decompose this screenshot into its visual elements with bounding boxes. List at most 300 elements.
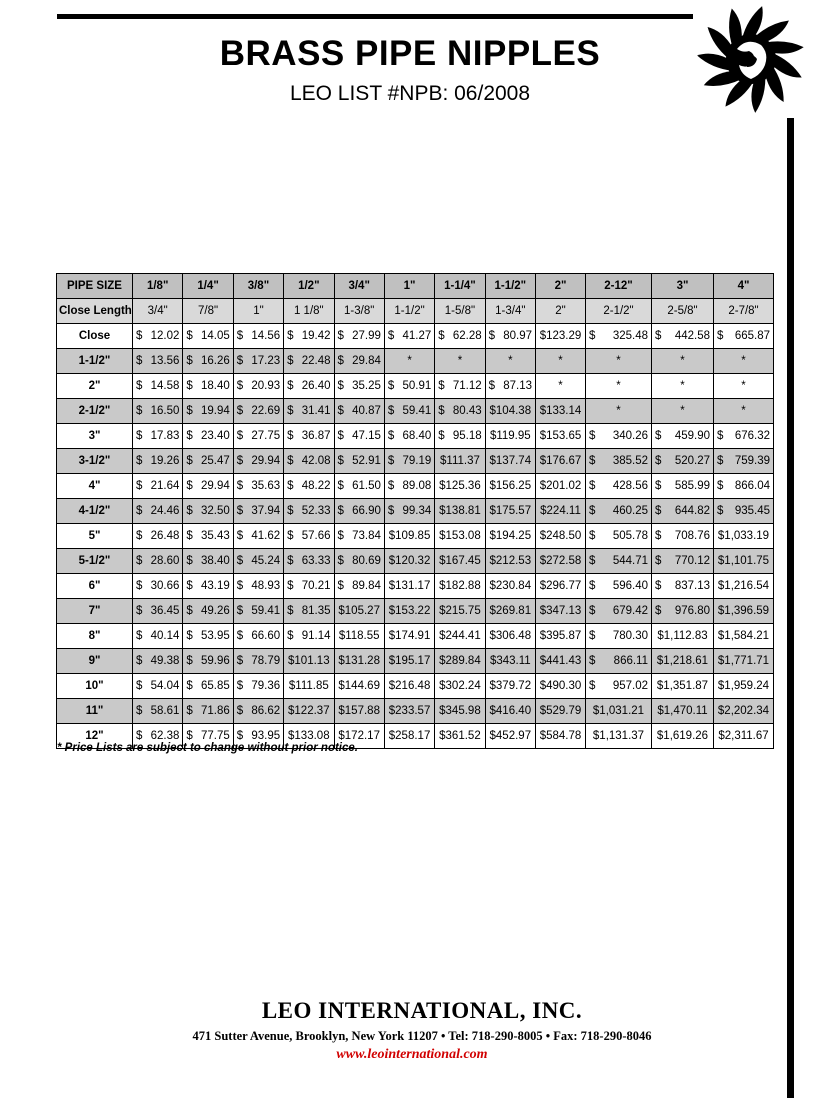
price-cell (233, 424, 283, 449)
price-value: $ 759.39 (717, 455, 770, 467)
price-value: $ 708.76 (655, 530, 710, 542)
price-cell (284, 399, 334, 424)
price-cell (652, 674, 714, 699)
price-value: $ 80.97 (488, 330, 532, 342)
price-value: $194.25 (489, 530, 532, 542)
price-cell (384, 374, 434, 399)
price-value: $1,470.11 (657, 705, 708, 717)
price-value: $137.74 (489, 455, 532, 467)
price-value: $ 95.18 (438, 430, 482, 442)
price-value: $ 61.50 (337, 480, 381, 492)
price-cell (334, 424, 384, 449)
price-value: $ 49.38 (136, 655, 180, 667)
table-row (57, 574, 774, 599)
price-value: $153.22 (388, 605, 431, 617)
price-cell (536, 424, 586, 449)
price-cell (435, 724, 485, 749)
price-cell (714, 374, 774, 399)
price-cell (485, 624, 535, 649)
price-value: * (680, 380, 685, 392)
price-value: $201.02 (539, 480, 582, 492)
pipe-size-label: 1-1/2" (57, 349, 133, 374)
leo-sun-lion-logo-icon (694, 2, 808, 116)
price-value: $ 66.90 (337, 505, 381, 517)
price-value: $441.43 (539, 655, 582, 667)
price-value: $ 59.96 (186, 655, 230, 667)
price-value: $101.13 (288, 655, 330, 667)
price-value: $ 385.52 (589, 455, 648, 467)
price-value: $167.45 (439, 555, 481, 567)
price-value: $ 428.56 (589, 480, 648, 492)
price-cell (183, 549, 233, 574)
price-cell (652, 624, 714, 649)
price-value: $ 17.23 (236, 355, 281, 367)
close-length-value: 7/8" (183, 299, 233, 324)
price-cell (183, 399, 233, 424)
price-cell (384, 424, 434, 449)
price-value: $ 29.94 (236, 455, 281, 467)
price-cell (485, 599, 535, 624)
price-cell (233, 499, 283, 524)
price-value: $ 54.04 (136, 680, 180, 692)
price-cell (435, 424, 485, 449)
price-value: $182.88 (439, 580, 481, 592)
price-value: $1,619.26 (656, 730, 709, 742)
price-value: $119.95 (489, 430, 531, 442)
price-cell (586, 574, 652, 599)
price-value: * (616, 405, 621, 417)
price-value: $ 87.13 (488, 380, 532, 392)
price-cell (384, 524, 434, 549)
price-cell (183, 349, 233, 374)
price-cell (284, 524, 334, 549)
price-value: $216.48 (388, 680, 431, 692)
price-cell (334, 649, 384, 674)
price-cell (334, 349, 384, 374)
pipe-size-label: 5-1/2" (57, 549, 133, 574)
price-cell (714, 599, 774, 624)
price-cell (233, 399, 283, 424)
pipe-size-label: 10" (57, 674, 133, 699)
price-cell (536, 699, 586, 724)
price-cell (435, 549, 485, 574)
price-cell (652, 424, 714, 449)
price-cell (183, 449, 233, 474)
price-cell (714, 574, 774, 599)
price-value: $529.79 (539, 705, 582, 717)
price-cell (183, 324, 233, 349)
price-cell (652, 349, 714, 374)
price-value: $ 53.95 (186, 630, 230, 642)
price-cell (334, 499, 384, 524)
top-rule (57, 14, 693, 19)
price-value: $ 36.87 (287, 430, 331, 442)
pipe-size-label: 4-1/2" (57, 499, 133, 524)
table-row (57, 399, 774, 424)
price-cell (384, 499, 434, 524)
price-value: $ 976.80 (655, 605, 710, 617)
price-value: $1,033.19 (717, 530, 770, 542)
price-value: $ 442.58 (655, 330, 710, 342)
price-cell (384, 624, 434, 649)
price-cell (384, 699, 434, 724)
price-cell (485, 399, 535, 424)
price-value: $ 585.99 (655, 480, 710, 492)
table-row (57, 349, 774, 374)
price-value: * (680, 405, 685, 417)
close-length-value: 1-3/4" (485, 299, 535, 324)
price-value: $138.81 (439, 505, 481, 517)
price-value: $156.25 (489, 480, 532, 492)
price-cell (586, 474, 652, 499)
price-cell (284, 599, 334, 624)
price-value: $ 52.91 (337, 455, 381, 467)
close-length-row (57, 299, 774, 324)
price-cell (586, 424, 652, 449)
price-cell (586, 399, 652, 424)
price-value: $ 644.82 (655, 505, 710, 517)
price-value: $ 57.66 (287, 530, 331, 542)
price-cell (435, 649, 485, 674)
price-cell (133, 549, 183, 574)
price-value: $ 27.75 (236, 430, 281, 442)
price-value: $104.38 (489, 405, 532, 417)
column-header: 3/4" (334, 274, 384, 299)
price-value: $1,584.21 (717, 630, 770, 642)
price-cell (284, 474, 334, 499)
pipe-size-label: 2" (57, 374, 133, 399)
price-cell (714, 449, 774, 474)
price-cell (714, 399, 774, 424)
price-cell (183, 574, 233, 599)
price-cell (536, 474, 586, 499)
price-value: $ 16.26 (186, 355, 230, 367)
price-cell (284, 449, 334, 474)
price-value: $ 25.47 (186, 455, 230, 467)
close-length-value: 1-3/8" (334, 299, 384, 324)
price-value: $ 18.40 (186, 380, 230, 392)
price-value: $272.58 (539, 555, 582, 567)
right-rule (787, 118, 794, 1098)
price-value: $ 47.15 (337, 430, 381, 442)
price-value: $1,131.37 (592, 730, 645, 742)
price-value: $ 22.48 (287, 355, 331, 367)
price-cell (384, 649, 434, 674)
price-cell (284, 574, 334, 599)
price-value: $ 89.84 (337, 580, 381, 592)
price-cell (183, 649, 233, 674)
price-value: $347.13 (539, 605, 582, 617)
price-value: $1,112.83 (657, 630, 708, 642)
price-value: $ 79.36 (236, 680, 281, 692)
price-value: $ 13.56 (136, 355, 180, 367)
price-value: $1,351.87 (656, 680, 709, 692)
column-header: 1/8" (133, 274, 183, 299)
price-cell (334, 399, 384, 424)
price-value: $452.97 (489, 730, 532, 742)
price-value: $ 14.56 (236, 330, 281, 342)
price-value: $ 73.84 (337, 530, 381, 542)
price-cell (334, 624, 384, 649)
price-notice: * Price Lists are subject to change without prior notice. (57, 742, 358, 754)
price-value: $ 935.45 (717, 505, 770, 517)
price-cell (233, 599, 283, 624)
price-value: $379.72 (489, 680, 532, 692)
column-header: 2" (536, 274, 586, 299)
price-value: $1,101.75 (717, 555, 770, 567)
price-value: $ 26.48 (136, 530, 180, 542)
price-value: $ 340.26 (589, 430, 648, 442)
price-value: $ 65.85 (186, 680, 230, 692)
price-cell (652, 574, 714, 599)
price-value: $ 22.69 (236, 405, 281, 417)
price-cell (183, 499, 233, 524)
price-value: $153.65 (539, 430, 582, 442)
price-cell (586, 324, 652, 349)
price-cell (652, 549, 714, 574)
price-cell (652, 324, 714, 349)
price-value: $1,216.54 (717, 580, 770, 592)
price-cell (233, 349, 283, 374)
price-value: $111.85 (288, 680, 329, 692)
price-cell (133, 474, 183, 499)
pipe-size-label: 7" (57, 599, 133, 624)
close-length-value: 2-1/2" (586, 299, 652, 324)
price-value: $ 665.87 (717, 330, 770, 342)
price-cell (284, 324, 334, 349)
price-value: $ 62.38 (136, 730, 180, 742)
price-value: $195.17 (388, 655, 431, 667)
price-value: $122.37 (288, 705, 330, 717)
price-value: $133.14 (539, 405, 582, 417)
price-cell (485, 374, 535, 399)
price-cell (284, 624, 334, 649)
price-cell (714, 674, 774, 699)
price-value: $ 62.28 (438, 330, 482, 342)
price-value: $ 17.83 (136, 430, 180, 442)
price-value: $343.11 (489, 655, 531, 667)
price-cell (133, 374, 183, 399)
column-header: 1-1/2" (485, 274, 535, 299)
price-value: $ 70.21 (287, 580, 331, 592)
price-cell (536, 649, 586, 674)
column-header: 3" (652, 274, 714, 299)
price-cell (233, 699, 283, 724)
price-cell (435, 474, 485, 499)
price-value: $ 49.26 (186, 605, 230, 617)
price-value: $ 27.99 (337, 330, 381, 342)
price-cell (536, 349, 586, 374)
price-value: $ 86.62 (236, 705, 281, 717)
price-cell (384, 674, 434, 699)
price-cell (586, 349, 652, 374)
price-value: $144.69 (338, 680, 380, 692)
pipe-size-label: 9" (57, 649, 133, 674)
price-value: $ 29.84 (337, 355, 381, 367)
price-cell (284, 549, 334, 574)
price-cell (652, 499, 714, 524)
price-value: $ 29.94 (186, 480, 230, 492)
price-cell (133, 699, 183, 724)
price-value: $ 59.41 (236, 605, 281, 617)
price-value: $ 520.27 (655, 455, 710, 467)
price-value: $ 81.35 (287, 605, 331, 617)
price-value: $ 38.40 (186, 555, 230, 567)
price-cell (384, 549, 434, 574)
price-cell (485, 499, 535, 524)
price-value: $230.84 (489, 580, 532, 592)
price-value: $105.27 (338, 605, 380, 617)
price-cell (485, 649, 535, 674)
price-value: $ 45.24 (236, 555, 281, 567)
price-cell (536, 574, 586, 599)
price-value: $ 52.33 (287, 505, 331, 517)
price-value: $ 36.45 (136, 605, 180, 617)
price-cell (133, 574, 183, 599)
table-row (57, 374, 774, 399)
price-value: $ 780.30 (589, 630, 648, 642)
price-cell (435, 574, 485, 599)
price-value: $224.11 (540, 505, 581, 517)
price-value: * (616, 355, 621, 367)
close-length-value: 3/4" (133, 299, 183, 324)
company-address: 471 Sutter Avenue, Brooklyn, New York 11207 • Tel: 718-290-8005 • Fax: 718-290-8046 (192, 1029, 652, 1043)
pipe-size-label: 3-1/2" (57, 449, 133, 474)
table-row (57, 424, 774, 449)
table-row (57, 624, 774, 649)
price-value: $157.88 (338, 705, 380, 717)
company-website-link[interactable]: www.leointernational.com (336, 1047, 488, 1062)
pipe-size-label: 8" (57, 624, 133, 649)
price-cell (536, 674, 586, 699)
price-cell (133, 399, 183, 424)
price-cell (652, 474, 714, 499)
price-value: * (508, 355, 513, 367)
price-value: $ 59.41 (387, 405, 432, 417)
price-cell (714, 349, 774, 374)
price-cell (334, 374, 384, 399)
price-value: $ 40.14 (136, 630, 180, 642)
price-value: $ 77.75 (186, 730, 230, 742)
close-length-value: 2" (536, 299, 586, 324)
price-value: $ 460.25 (589, 505, 648, 517)
price-cell (334, 574, 384, 599)
price-value: $ 48.93 (236, 580, 281, 592)
price-value: $ 770.12 (655, 555, 710, 567)
price-cell (233, 474, 283, 499)
price-value: $ 26.40 (287, 380, 331, 392)
price-cell (536, 549, 586, 574)
price-value: $302.24 (439, 680, 481, 692)
price-value: $ 89.08 (387, 480, 432, 492)
price-cell (485, 424, 535, 449)
table-row (57, 599, 774, 624)
price-cell (334, 699, 384, 724)
price-value: $ 58.61 (136, 705, 180, 717)
price-cell (714, 724, 774, 749)
price-value: $ 24.46 (136, 505, 180, 517)
price-value: $ 78.79 (236, 655, 281, 667)
price-cell (652, 524, 714, 549)
price-cell (536, 499, 586, 524)
price-cell (233, 549, 283, 574)
price-cell (536, 724, 586, 749)
price-cell (183, 424, 233, 449)
pipe-size-label: 11" (57, 699, 133, 724)
price-value: $ 28.60 (136, 555, 180, 567)
price-value: $ 866.04 (717, 480, 770, 492)
price-cell (485, 349, 535, 374)
price-value: $ 676.32 (717, 430, 770, 442)
price-value: $125.36 (439, 480, 481, 492)
price-cell (233, 574, 283, 599)
price-value: $ 16.50 (136, 405, 180, 417)
price-cell (233, 624, 283, 649)
price-cell (652, 724, 714, 749)
price-value: * (457, 355, 463, 367)
price-cell (536, 624, 586, 649)
price-cell (183, 624, 233, 649)
price-cell (183, 374, 233, 399)
price-cell (233, 674, 283, 699)
price-value: $ 35.43 (186, 530, 230, 542)
price-cell (435, 524, 485, 549)
price-value: $ 40.87 (337, 405, 381, 417)
price-cell (435, 499, 485, 524)
price-cell (586, 724, 652, 749)
price-cell (435, 449, 485, 474)
price-value: $244.41 (439, 630, 481, 642)
price-cell (334, 449, 384, 474)
price-value: $2,311.67 (718, 730, 769, 742)
price-value: $ 80.69 (337, 555, 381, 567)
price-cell (284, 349, 334, 374)
price-cell (586, 624, 652, 649)
price-value: $ 679.42 (589, 605, 648, 617)
price-cell (334, 674, 384, 699)
price-cell (586, 649, 652, 674)
price-cell (586, 699, 652, 724)
price-cell (384, 324, 434, 349)
price-value: $395.87 (539, 630, 582, 642)
price-cell (133, 649, 183, 674)
column-header: 1/2" (284, 274, 334, 299)
price-cell (714, 324, 774, 349)
price-value: $133.08 (288, 730, 330, 742)
pipe-size-label: 2-1/2" (57, 399, 133, 424)
close-length-value: 2-5/8" (652, 299, 714, 324)
price-value: $296.77 (539, 580, 582, 592)
price-cell (435, 324, 485, 349)
price-cell (485, 549, 535, 574)
price-cell (233, 374, 283, 399)
price-cell (586, 449, 652, 474)
price-cell (284, 674, 334, 699)
price-value: $ 325.48 (589, 330, 648, 342)
price-cell (384, 399, 434, 424)
price-cell (714, 624, 774, 649)
price-value: $ 91.14 (287, 630, 331, 642)
price-cell (334, 599, 384, 624)
price-value: $ 42.08 (287, 455, 331, 467)
column-header: 4" (714, 274, 774, 299)
price-cell (485, 724, 535, 749)
price-value: * (558, 380, 563, 392)
price-cell (384, 349, 434, 374)
price-cell (485, 324, 535, 349)
price-cell (133, 424, 183, 449)
price-value: $233.57 (388, 705, 431, 717)
